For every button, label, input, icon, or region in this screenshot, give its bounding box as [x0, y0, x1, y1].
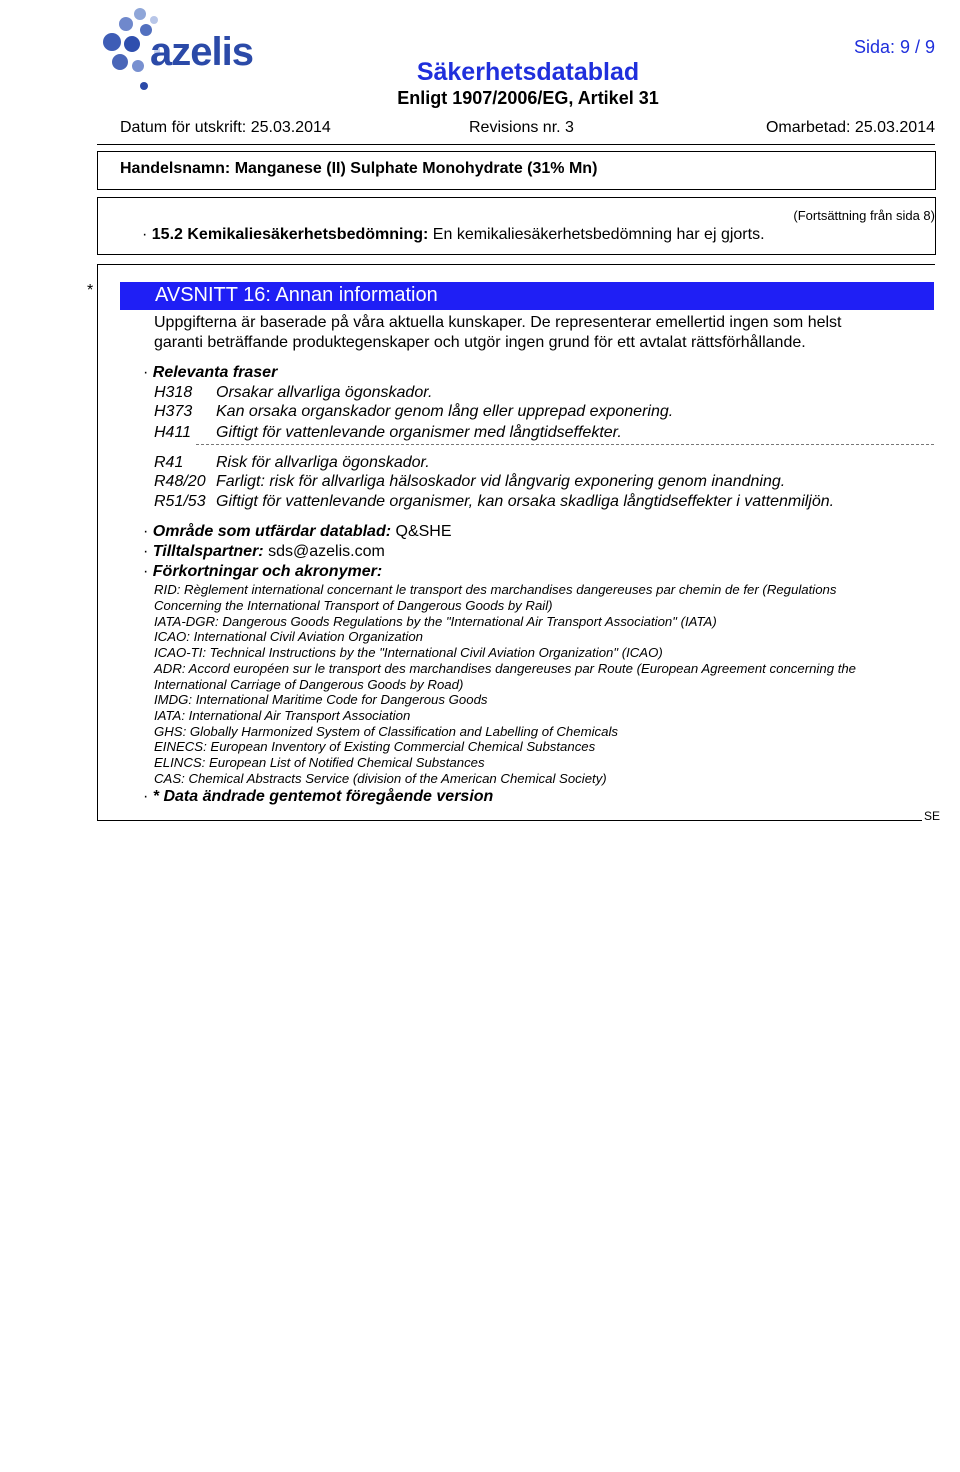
- section-16-title: AVSNITT 16: Annan information: [155, 284, 438, 306]
- phrase-text: Risk för allvarliga ögonskador.: [216, 454, 430, 471]
- phrase-text: Kan orsaka organskador genom lång eller upprepad exponering.: [216, 403, 674, 420]
- country-code-tag: SE: [924, 809, 941, 823]
- issuer-label: Område som utfärdar datablad:: [152, 523, 392, 540]
- contact-email[interactable]: sds@azelis.com: [268, 543, 385, 560]
- section-16-header: [120, 282, 934, 310]
- relevant-phrases-label: Relevanta fraser: [152, 364, 278, 381]
- trade-name-box: [97, 151, 936, 190]
- page-number: Sida: 9 / 9: [853, 37, 935, 57]
- issuer-value: Q&SHE: [395, 523, 452, 540]
- logo-wordmark: azelis: [150, 30, 253, 74]
- phrase-code: R41: [154, 454, 184, 471]
- revision-number: Revisions nr. 3: [469, 119, 574, 136]
- changed-marker: *: [87, 282, 94, 299]
- chemical-safety-text: En kemikaliesäkerhetsbedömning har ej gjorts.: [432, 226, 765, 243]
- trade-name: Handelsnamn: Manganese (II) Sulphate Monohydrate (31% Mn): [120, 160, 598, 177]
- relevant-phrases-heading: [143, 364, 277, 382]
- phrase-text: Orsakar allvarliga ögonskador.: [216, 384, 433, 401]
- bullet-dot: ·: [143, 788, 153, 805]
- abbreviation-line: RID: Règlement international concernant le transport des marchandises dangereuses par chemin de fer (Regulations: [154, 582, 837, 597]
- abbreviation-line: International Carriage of Dangerous Goods by Road): [154, 677, 464, 692]
- abbreviation-line: ICAO: International Civil Aviation Organization: [154, 629, 424, 644]
- phrase-text: Giftigt för vattenlevande organismer med långtidseffekter.: [216, 424, 622, 441]
- abbreviation-line: ICAO-TI: Technical Instructions by the "International Civil Aviation Organization" (ICAO): [154, 645, 663, 660]
- continuation-note: (Fortsättning från sida 8): [793, 208, 935, 223]
- abbreviation-line: ELINCS: European List of Notified Chemical Substances: [154, 755, 485, 770]
- phrase-code: H373: [154, 403, 193, 420]
- bullet-dot: ·: [143, 364, 153, 381]
- phrase-code: R48/20: [154, 473, 206, 490]
- phrase-text: Farligt: risk för allvarliga hälsoskador vid långvarig exponering genom inandning.: [216, 473, 786, 490]
- document-title: Säkerhetsdatablad: [416, 58, 640, 86]
- abbreviation-line: CAS: Chemical Abstracts Service (division of the American Chemical Society): [154, 771, 607, 786]
- edited-date: Omarbetad: 25.03.2014: [765, 119, 935, 136]
- abbreviation-line: IATA-DGR: Dangerous Goods Regulations by the "International Air Transport Association" (IATA): [154, 614, 717, 629]
- chemical-safety-label: 15.2 Kemikaliesäkerhetsbedömning:: [151, 226, 429, 243]
- abbreviation-line: EINECS: European Inventory of Existing Commercial Chemical Substances: [154, 739, 596, 754]
- abbreviations-heading: [143, 563, 382, 581]
- abbreviation-line: ADR: Accord européen sur le transport des marchandises dangereuses par Route (European Agreement concerning the: [154, 661, 857, 676]
- bullet-dot: ·: [142, 226, 152, 243]
- contact-line: [143, 543, 385, 561]
- changed-data-note-line: [143, 788, 493, 806]
- phrase-code: H318: [154, 384, 193, 401]
- print-date: Datum för utskrift: 25.03.2014: [120, 119, 331, 136]
- document-subtitle: Enligt 1907/2006/EG, Artikel 31: [397, 88, 659, 108]
- continuation-box: [97, 197, 936, 255]
- abbreviation-line: Concerning the International Transport of Dangerous Goods by Rail): [154, 598, 553, 613]
- bullet-dot: ·: [143, 563, 153, 580]
- issuer-line: [143, 523, 452, 541]
- abbreviations-label: Förkortningar och akronymer:: [152, 563, 383, 580]
- phrase-separator: [196, 444, 934, 445]
- document-meta-row: [120, 119, 935, 141]
- header-divider: [97, 144, 935, 145]
- intro-line-2: garanti beträffande produktegenskaper och utgör ingen grund för ett avtalat rättsförhållande.: [154, 334, 806, 351]
- contact-label: Tilltalspartner:: [152, 543, 264, 560]
- abbreviation-line: IMDG: International Maritime Code for Dangerous Goods: [154, 692, 488, 707]
- bullet-dot: ·: [143, 543, 153, 560]
- phrase-text: Giftigt för vattenlevande organismer, kan orsaka skadliga långtidseffekter i vattenmiljön.: [216, 493, 835, 510]
- abbreviation-line: GHS: Globally Harmonized System of Classification and Labelling of Chemicals: [154, 724, 618, 739]
- chemical-safety-assessment: [142, 226, 765, 244]
- abbreviation-line: IATA: International Air Transport Association: [154, 708, 411, 723]
- intro-line-1: Uppgifterna är baserade på våra aktuella kunskaper. De representerar emellertid ingen som helst: [154, 314, 842, 331]
- bullet-dot: ·: [143, 523, 153, 540]
- phrase-code: R51/53: [154, 493, 206, 510]
- changed-data-note: * Data ändrade gentemot föregående version: [152, 788, 494, 805]
- phrase-code: H411: [154, 424, 192, 441]
